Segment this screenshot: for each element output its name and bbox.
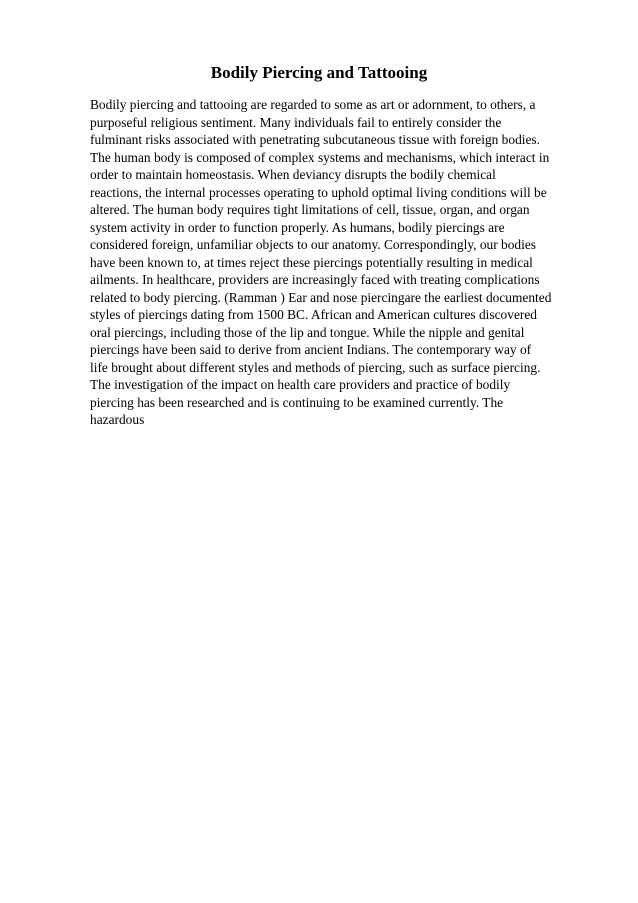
body-line: considered foreign, unfamiliar objects to our anatomy. Correspondingly, our bodies [90, 237, 536, 252]
body-line: oral piercings, including those of the lip and tongue. While the nipple and genital [90, 324, 525, 340]
body-line: Bodily piercing and tattooing are regarded to some as art or adornment, to others, a [90, 97, 536, 112]
body-line: related to body piercing. (Ramman ) Ear and nose piercingare the earliest documented [90, 289, 552, 305]
body-line: fulminant risks associated with penetrating subcutaneous tissue with foreign bodies. [90, 132, 540, 147]
body-line: reactions, the internal processes operating to uphold optimal living conditions will be [90, 184, 547, 200]
body-line: The human body is composed of complex systems and mechanisms, which interact in [90, 149, 550, 165]
document-title: Bodily Piercing and Tattooing [210, 63, 428, 82]
body-line: ailments. In healthcare, providers are increasingly faced with treating complications [90, 272, 540, 287]
body-line: piercing has been researched and is continuing to be examined currently. The [90, 394, 504, 410]
body-line: purposeful religious sentiment. Many individuals fail to entirely consider the [90, 114, 502, 130]
body-line: order to maintain homeostasis. When deviancy disrupts the bodily chemical [90, 167, 496, 182]
body-line: The investigation of the impact on health care providers and practice of bodily [90, 377, 511, 392]
body-line: life brought about different styles and methods of piercing, such as surface piercing. [90, 359, 541, 375]
body-line: styles of piercings dating from 1500 BC. African and American cultures discovered [90, 307, 537, 322]
body-line: hazardous [90, 412, 145, 427]
document-body [90, 96, 600, 429]
body-line: have been known to, at times reject these piercings potentially resulting in medical [90, 254, 533, 270]
body-line: system activity in order to function properly. As humans, bodily piercings are [90, 219, 505, 235]
body-line: altered. The human body requires tight limitations of cell, tissue, organ, and organ [90, 202, 530, 217]
body-line: piercings have been said to derive from ancient Indians. The contemporary way of [90, 342, 532, 357]
